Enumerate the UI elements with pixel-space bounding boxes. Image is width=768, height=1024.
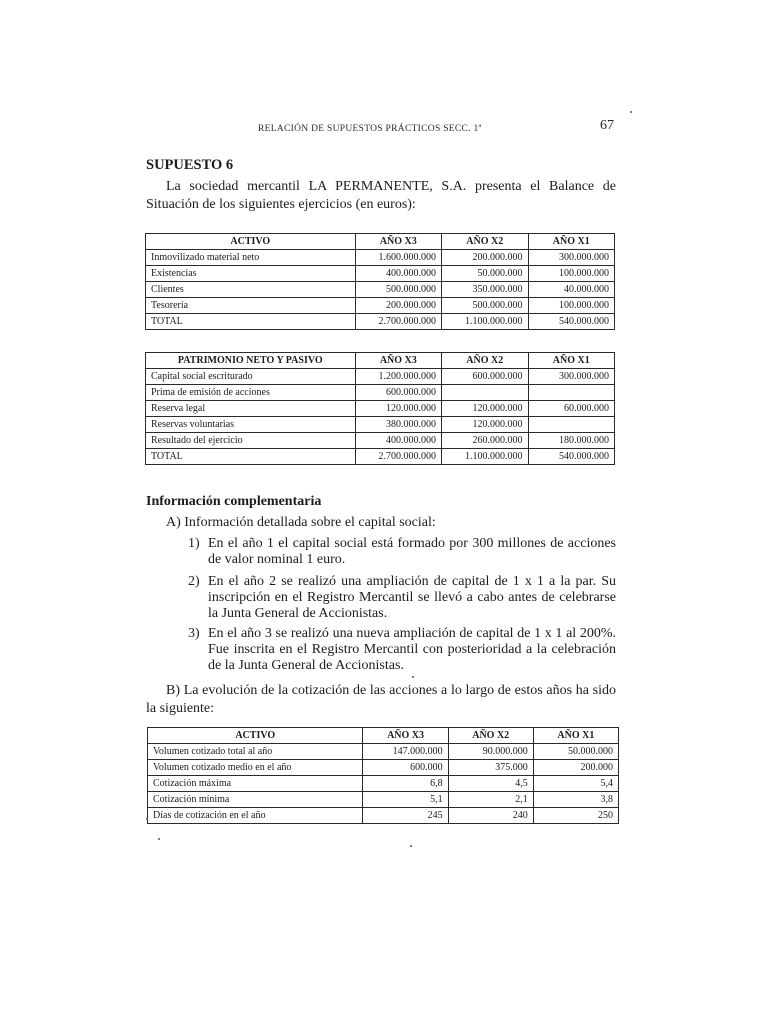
stock-quotation-table	[147, 727, 619, 824]
cell-value: 600.000.000	[355, 385, 441, 401]
balance-pasivo-table	[145, 352, 615, 465]
row-label: Cotización máxima	[148, 776, 363, 792]
column-header: AÑO X3	[363, 728, 448, 744]
cell-value: 200.000.000	[355, 298, 441, 314]
table-row	[146, 369, 615, 385]
scan-speck	[146, 818, 148, 820]
list-item-number: 2)	[188, 574, 200, 589]
list-item	[188, 536, 616, 568]
scan-speck	[410, 845, 412, 847]
table-header-row	[146, 234, 615, 250]
cell-value	[528, 417, 615, 433]
row-label: Existencias	[146, 266, 356, 282]
row-label: Clientes	[146, 282, 356, 298]
cell-value: 120.000.000	[355, 401, 441, 417]
table-row	[146, 298, 615, 314]
scan-speck	[158, 838, 160, 840]
list-item-text: En el año 1 el capital social está formado por 300 millones de acciones de valor nominal 1 euro.	[208, 536, 616, 567]
cell-value: 100.000.000	[528, 298, 615, 314]
row-label: Cotización mínima	[148, 792, 363, 808]
cell-value: 5,1	[363, 792, 448, 808]
row-label: Reservas voluntarias	[146, 417, 356, 433]
list-item-text: En el año 3 se realizó una nueva ampliación de capital de 1 x 1 al 200%. Fue inscrita en el Registro Mercantil con posterioridad a la celebración de la Junta General de Accionistas.	[208, 626, 616, 673]
cell-value: 375.000	[448, 760, 533, 776]
column-header: ACTIVO	[146, 234, 356, 250]
cell-value: 60.000.000	[528, 401, 615, 417]
complementary-heading: Información complementaria	[146, 494, 322, 509]
column-header: AÑO X2	[448, 728, 533, 744]
section-a-paragraph: A) Información detallada sobre el capital social:	[166, 515, 436, 530]
cell-value	[442, 385, 528, 401]
scan-speck	[412, 676, 414, 678]
cell-value: 5,4	[533, 776, 618, 792]
cell-value: 100.000.000	[528, 266, 615, 282]
table-row	[146, 250, 615, 266]
row-label: Resultado del ejercicio	[146, 433, 356, 449]
table-row	[146, 417, 615, 433]
column-header: AÑO X1	[528, 353, 615, 369]
table-header-row	[146, 353, 615, 369]
cell-value: 260.000.000	[442, 433, 528, 449]
cell-value: 380.000.000	[355, 417, 441, 433]
cell-value: 120.000.000	[442, 401, 528, 417]
column-header: AÑO X2	[442, 353, 528, 369]
table-row	[146, 266, 615, 282]
row-label: Capital social escriturado	[146, 369, 356, 385]
cell-value: 400.000.000	[355, 266, 441, 282]
row-label: TOTAL	[146, 314, 356, 330]
row-label: Volumen cotizado medio en el año	[148, 760, 363, 776]
page-number: 67	[600, 118, 614, 133]
row-label: Inmovilizado material neto	[146, 250, 356, 266]
column-header: ACTIVO	[148, 728, 363, 744]
cell-value: 200.000	[533, 760, 618, 776]
cell-value: 4,5	[448, 776, 533, 792]
list-item-text: En el año 2 se realizó una ampliación de capital de 1 x 1 a la par. Su inscripción en el Registro Mercantil se llevó a cabo antes de celebrarse la Junta General de Accionistas.	[208, 574, 616, 621]
cell-value: 3,8	[533, 792, 618, 808]
cell-value: 600.000	[363, 760, 448, 776]
cell-value: 50.000.000	[533, 744, 618, 760]
cell-value: 2.700.000.000	[355, 314, 441, 330]
scan-speck	[630, 111, 632, 113]
cell-value: 180.000.000	[528, 433, 615, 449]
table-header-row	[148, 728, 619, 744]
column-header: AÑO X1	[528, 234, 615, 250]
cell-value: 1.600.000.000	[355, 250, 441, 266]
cell-value: 1.100.000.000	[442, 449, 528, 465]
list-item-number: 1)	[188, 536, 200, 551]
column-header: AÑO X3	[355, 353, 441, 369]
cell-value: 120.000.000	[442, 417, 528, 433]
table-row	[148, 760, 619, 776]
cell-value: 540.000.000	[528, 314, 615, 330]
cell-value	[528, 385, 615, 401]
row-label: Prima de emisión de acciones	[146, 385, 356, 401]
running-header: RELACIÓN DE SUPUESTOS PRÁCTICOS SECC. 1ª	[258, 124, 482, 134]
cell-value: 500.000.000	[355, 282, 441, 298]
table-row	[146, 433, 615, 449]
cell-value: 2.700.000.000	[355, 449, 441, 465]
cell-value: 300.000.000	[528, 250, 615, 266]
list-item-number: 3)	[188, 626, 200, 641]
row-label: Tesorería	[146, 298, 356, 314]
cell-value: 2,1	[448, 792, 533, 808]
section-b-paragraph: B) La evolución de la cotización de las acciones a lo largo de estos años ha sido la siguiente:	[146, 683, 616, 716]
table-row	[148, 792, 619, 808]
cell-value: 6,8	[363, 776, 448, 792]
table-total-row	[146, 449, 615, 465]
column-header: AÑO X1	[533, 728, 618, 744]
cell-value: 250	[533, 808, 618, 824]
cell-value: 600.000.000	[442, 369, 528, 385]
row-label: Días de cotización en el año	[148, 808, 363, 824]
table-row	[148, 744, 619, 760]
row-label: Volumen cotizado total al año	[148, 744, 363, 760]
cell-value: 245	[363, 808, 448, 824]
table-total-row	[146, 314, 615, 330]
cell-value: 200.000.000	[442, 250, 528, 266]
cell-value: 50.000.000	[442, 266, 528, 282]
column-header: PATRIMONIO NETO Y PASIVO	[146, 353, 356, 369]
table-row	[146, 282, 615, 298]
cell-value: 147.000.000	[363, 744, 448, 760]
cell-value: 300.000.000	[528, 369, 615, 385]
cell-value: 1.200.000.000	[355, 369, 441, 385]
table-row	[146, 401, 615, 417]
cell-value: 1.100.000.000	[442, 314, 528, 330]
table-row	[148, 808, 619, 824]
balance-activo-table	[145, 233, 615, 330]
cell-value: 400.000.000	[355, 433, 441, 449]
cell-value: 90.000.000	[448, 744, 533, 760]
column-header: AÑO X2	[442, 234, 528, 250]
cell-value: 540.000.000	[528, 449, 615, 465]
list-item	[188, 574, 616, 622]
exercise-title: SUPUESTO 6	[146, 157, 234, 173]
cell-value: 350.000.000	[442, 282, 528, 298]
table-row	[146, 385, 615, 401]
column-header: AÑO X3	[355, 234, 441, 250]
cell-value: 500.000.000	[442, 298, 528, 314]
intro-paragraph: La sociedad mercantil LA PERMANENTE, S.A. presenta el Balance de Situación de los siguientes ejercicios (en euros):	[146, 179, 616, 212]
row-label: TOTAL	[146, 449, 356, 465]
row-label: Reserva legal	[146, 401, 356, 417]
list-item	[188, 626, 616, 674]
table-row	[148, 776, 619, 792]
cell-value: 40.000.000	[528, 282, 615, 298]
cell-value: 240	[448, 808, 533, 824]
